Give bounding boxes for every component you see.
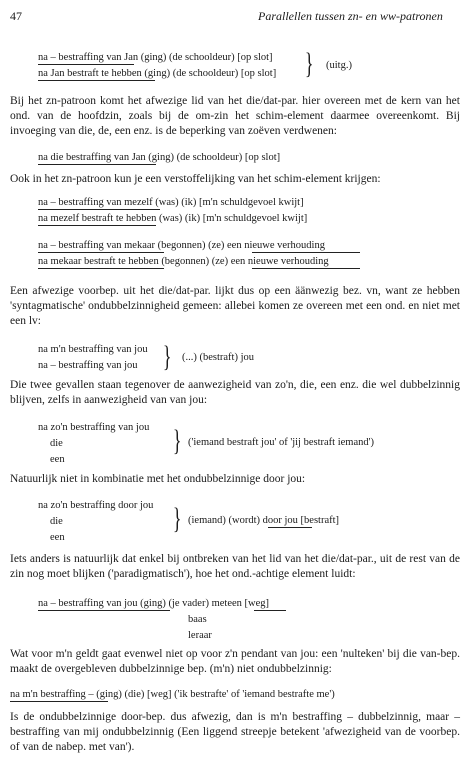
brace: } — [304, 47, 314, 80]
example-9-underline — [10, 701, 108, 702]
example-3-underline-2 — [38, 225, 156, 226]
example-1-note: (uitg.) — [326, 60, 352, 71]
paragraph-1: Bij het zn-patroon komt het afwezige lid van het die/dat-par. hier overeen met de kern van het ond. van de hoofdzin, zoals bij de om-zin het schim-element daarmee overeenkomt. Bij invoeging van die, de, een enz. is de beperking van zoëven verdwenen: — [10, 95, 460, 137]
example-3-line-1: na – bestraffing van mezelf (was) (ik) [m'n schuldgevoel kwijt] — [38, 197, 304, 208]
brace: } — [162, 340, 172, 373]
example-3-line-2: na mezelf bestraft te hebben (was) (ik) [m'n schuldgevoel kwijt] — [38, 213, 308, 224]
example-2-underline — [38, 164, 156, 165]
example-8-line-2: baas — [188, 614, 207, 625]
brace: } — [172, 424, 182, 457]
example-4-underline — [38, 252, 164, 253]
example-7-underline — [268, 527, 312, 528]
page-number: 47 — [10, 9, 22, 23]
paragraph-6: Iets anders is natuurlijk dat enkel bij ontbreken van het lid van het die/dat-par., uit de rest van de zin nog moet blijken ('paradigmatisch'), hoe het ond.-achtige element luidt: — [10, 553, 460, 580]
paragraph-2: Ook in het zn-patroon kun je een verstoffelijking van het schim-element krijgen: — [10, 173, 381, 185]
paragraph-7: Wat voor m'n geldt gaat evenwel niet op voor z'n pendant van jou: een 'nulteken' bij die van-bep. maakt de overgebleven dubbelzinnige bep. (m'n) niet ondubbelzinnig: — [10, 648, 460, 675]
example-4-line-2: na mekaar bestraft te hebben (begonnen) (ze) een nieuwe verhouding — [38, 256, 329, 267]
example-4-underline-2 — [38, 268, 164, 269]
paragraph-4: Die twee gevallen staan tegenover de aanwezigheid van zo'n, die, een enz. die wel dubbelzinnig blijven, zelfs in aanwezigheid van van jou: — [10, 379, 460, 406]
example-1-underline — [38, 64, 134, 65]
example-7-gloss: (iemand) (wordt) door jou [bestraft] — [188, 515, 340, 526]
example-9: na m'n bestraffing – (ging) (die) [weg] ('ik bestrafte' of 'iemand bestrafte me') — [10, 689, 335, 700]
example-8-underline-2 — [254, 610, 286, 611]
example-6-gloss: ('iemand bestraft jou' of 'jij bestraft iemand') — [188, 437, 375, 448]
example-4-object-underline-2 — [252, 268, 360, 269]
paragraph-3: Een afwezige voorbep. uit het die/dat-par. lijkt dus op een äänwezig bez. vn, want ze hebben 'syntagmatische' ondubbelzinnigheid gemeen: allebei komen ze overeen met een ond. en niet met een lv: — [10, 285, 460, 327]
example-1-line-2: na Jan bestraft te hebben (ging) (de schooldeur) [op slot] — [38, 68, 277, 79]
example-7-line-3: een — [50, 532, 65, 543]
example-6-line-2: die — [50, 438, 63, 449]
example-6-line-1: na zo'n bestraffing van jou — [38, 422, 150, 433]
example-8-line-3: leraar — [188, 630, 212, 641]
example-4-object-underline — [252, 252, 360, 253]
example-8-line-1: na – bestraffing van jou (ging) (je vader) meteen [weg] — [38, 598, 270, 609]
example-3-underline — [38, 209, 160, 210]
example-6-line-3: een — [50, 454, 65, 465]
example-7-line-2: die — [50, 516, 63, 527]
example-5-line-2: na – bestraffing van jou — [38, 360, 138, 371]
paragraph-5: Natuurlijk niet in kombinatie met het ondubbelzinnige door jou: — [10, 473, 306, 485]
example-2: na die bestraffing van Jan (ging) (de schooldeur) [op slot] — [38, 152, 281, 163]
brace: } — [172, 502, 182, 535]
example-5-gloss: (...) (bestraft) jou — [182, 352, 255, 363]
example-8-underline — [38, 610, 170, 611]
example-1-underline-2 — [38, 80, 155, 81]
running-title: Parallellen tussen zn- en ww-patronen — [258, 9, 443, 23]
example-4-line-1: na – bestraffing van mekaar (begonnen) (ze) een nieuwe verhouding — [38, 240, 325, 251]
example-7-line-1: na zo'n bestraffing door jou — [38, 500, 154, 511]
paragraph-8: Is de ondubbelzinnige door-bep. dus afwezig, dan is m'n bestraffing – dubbelzinnig, maar – bestraffing van mij ondubbelzinnig (Een liggend streepje betekent 'afwezigheid van de voorbep. of van de nabep. met van'). — [10, 711, 460, 753]
example-1-line-1: na – bestraffing van Jan (ging) (de schooldeur) [op slot] — [38, 52, 273, 63]
example-5-line-1: na m'n bestraffing van jou — [38, 344, 148, 355]
